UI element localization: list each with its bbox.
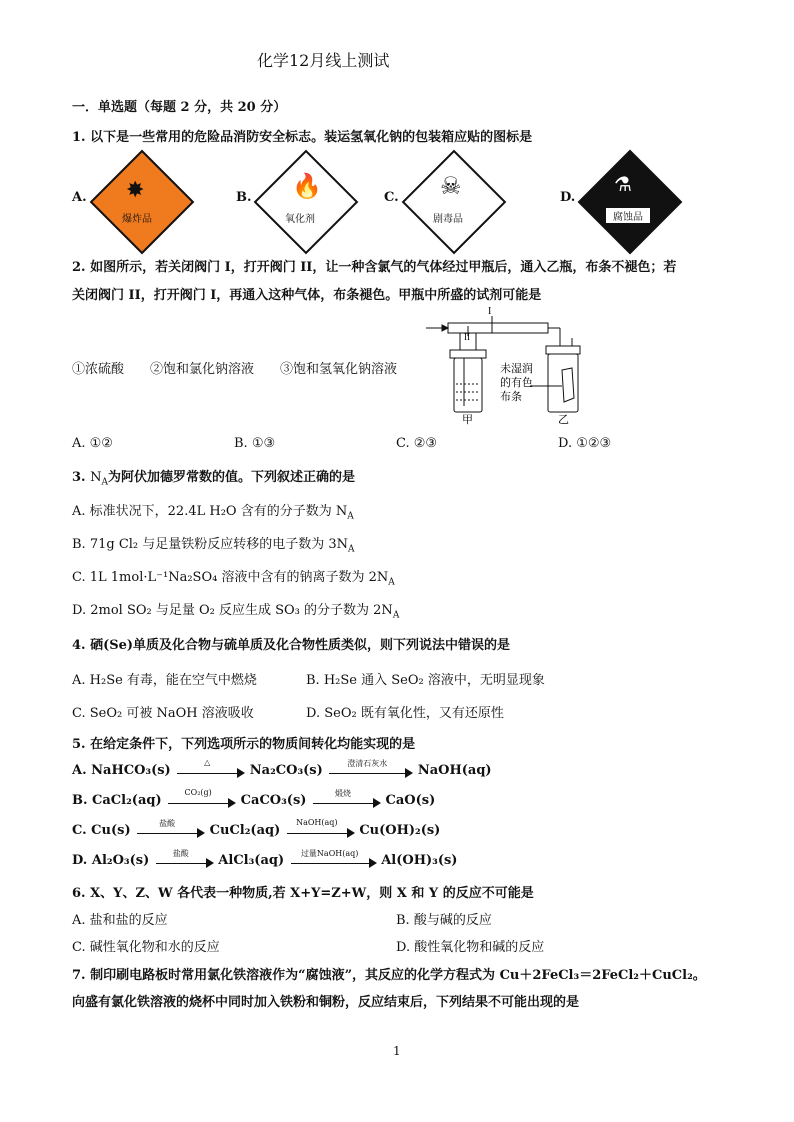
q2-option-c: C. ②③ [396,436,438,451]
q6-option-b: B. 酸与碱的反应 [396,913,492,928]
q3-option-d-sub: A [392,610,400,621]
q5-option-d [72,848,458,868]
reaction-arrow-icon [135,818,205,838]
q7-stem-line1: 7. 制印刷电路板时常用氯化铁溶液作为“腐蚀液”，其反应的化学方程式为 Cu＋2FeCl₃＝2FeCl₂＋CuCl₂。 [72,968,706,983]
q4-option-d: D. SeO₂ 既有氧化性，又有还原性 [306,706,504,721]
q3-option-a [72,500,354,522]
bottle-yi-label: 乙 [558,414,569,426]
q5-a-intermediate: Na₂CO₃(s) [249,763,323,778]
q2-option-d: D. ①②③ [558,436,612,451]
q1-option-d-label: D. [560,190,576,205]
q1-option-c-label: C. [384,190,399,205]
sign-text-toxic: 剧毒品 [433,214,463,225]
q3-option-b-text: B. 71g Cl₂ 与足量铁粉反应转移的电子数为 3N [72,537,349,552]
q5-a-condition2: 澄清石灰水 [347,758,388,768]
bottle-jia-label: 甲 [462,414,473,426]
q3-na-subscript: A [101,477,108,488]
q3-stem-text: 为阿伏加德罗常数的值。下列叙述正确的是 [107,470,355,485]
q3-stem-number: 3. [72,470,86,485]
q3-option-c-sub: A [388,577,395,588]
q5-a-condition1: △ [204,757,211,767]
section-heading: 一．单选题（每题 2 分，共 20 分） [72,100,287,115]
q3-stem [72,466,355,488]
q3-option-d [72,599,399,621]
q5-option-a [72,757,492,778]
q5-d-condition2: 过量NaOH(aq) [300,848,359,858]
q3-option-b-sub: A [348,544,355,555]
q1-sign-explosive [90,150,190,250]
q5-c-product: Cu(OH)₂(s) [359,823,441,838]
explosion-glyph-icon: ✸ [126,178,145,203]
q4-option-c: C. SeO₂ 可被 NaOH 溶液吸收 [72,706,254,721]
q5-c-condition2: NaOH(aq) [296,817,338,827]
q5-b-condition2: 煅烧 [334,788,351,798]
valve-ii-label: II [464,332,470,342]
sign-text-corrosive: 腐蚀品 [606,208,650,223]
strip-label-line3: 布条 [500,391,522,403]
q6-option-c: C. 碱性氧化物和水的反应 [72,940,220,955]
q5-b-product: CaO(s) [385,793,436,808]
q1-option-a-label: A. [72,190,87,205]
q3-na-symbol: N [90,470,102,485]
q7-stem-line2: 向盛有氯化铁溶液的烧杯中同时加入铁粉和铜粉，反应结束后，下列结果不可能出现的是 [72,995,580,1010]
strip-label-line1: 未湿润 [500,363,533,375]
q2-option-b: B. ①③ [234,436,276,451]
q5-d-intermediate: AlCl₃(aq) [218,853,285,868]
q5-b-reactant: B. CaCl₂(aq) [72,793,162,808]
corrosion-drops-icon: ⚗ [614,172,632,196]
q5-a-reactant: A. NaHCO₃(s) [72,763,171,778]
q1-sign-oxidizer [254,150,354,250]
q5-option-b [72,787,436,808]
sign-text-explosive: 爆炸品 [122,214,152,225]
reaction-arrow-icon [175,757,245,778]
oxidizer-sign-icon [254,150,359,255]
q1-stem: 1. 以下是一些常用的危险品消防安全标志。装运氢氧化钠的包装箱应贴的图标是 [72,130,533,145]
q3-option-d-text: D. 2mol SO₂ 与足量 O₂ 反应生成 SO₃ 的分子数为 2N [72,603,393,618]
q6-option-a: A. 盐和盐的反应 [72,913,168,928]
reaction-arrow-icon [311,788,381,808]
q2-stem-line2: 关闭阀门 II，打开阀门 I，再通入这种气体，布条褪色。甲瓶中所盛的试剂可能是 [72,288,542,303]
q6-stem: 6. X、Y、Z、W 各代表一种物质,若 X+Y=Z+W，则 X 和 Y 的反应不可能是 [72,886,534,901]
q5-c-intermediate: CuCl₂(aq) [209,823,281,838]
toxic-sign-icon [402,150,507,255]
q5-c-condition1: 盐酸 [159,818,176,828]
q1-sign-corrosive [578,150,678,250]
valve-i-label: I [488,306,492,317]
gas-bottles-apparatus-diagram [420,306,600,426]
reaction-arrow-icon [154,848,214,868]
flame-over-circle-icon: 🔥 [292,172,322,200]
sign-text-oxidizer: 氧化剂 [285,214,315,225]
reaction-arrow-icon [289,848,377,868]
q4-option-b: B. H₂Se 通入 SeO₂ 溶液中，无明显现象 [306,673,545,688]
q5-stem: 5. 在给定条件下，下列选项所示的物质间转化均能实现的是 [72,737,416,752]
q2-option-a: A. ①② [72,436,113,451]
skull-crossbones-icon: ☠ [440,172,462,200]
q3-option-a-text: A. 标准状况下，22.4L H₂O 含有的分子数为 N [72,504,348,519]
strip-label-line2: 的有色 [500,377,533,389]
corrosive-sign-icon [578,150,683,255]
q5-d-condition1: 盐酸 [172,848,189,858]
reaction-arrow-icon [166,787,236,808]
q5-b-intermediate: CaCO₃(s) [240,793,307,808]
q1-sign-toxic [402,150,502,250]
q5-d-product: Al(OH)₃(s) [381,853,458,868]
q4-stem: 4. 硒(Se)单质及化合物与硫单质及化合物性质类似，则下列说法中错误的是 [72,638,511,653]
q4-option-a: A. H₂Se 有毒，能在空气中燃烧 [72,673,257,688]
q3-option-b [72,533,355,555]
page-title: 化学12月线上测试 [257,51,390,70]
q3-option-c-text: C. 1L 1mol·L⁻¹Na₂SO₄ 溶液中含有的钠离子数为 2N [72,570,389,585]
q5-d-reactant: D. Al₂O₃(s) [72,853,150,868]
q3-option-c [72,566,395,588]
reaction-arrow-icon [285,817,355,838]
q2-stem-line1: 2. 如图所示，若关闭阀门 I，打开阀门 II，让一种含氯气的气体经过甲瓶后，通入乙瓶，布条不褪色；若 [72,260,677,275]
q5-option-c [72,817,441,838]
q6-option-d: D. 酸性氧化物和碱的反应 [396,940,545,955]
q5-b-condition1: CO₂(g) [184,787,212,797]
q5-c-reactant: C. Cu(s) [72,823,131,838]
q2-reagents: ①浓硫酸 ②饱和氯化钠溶液 ③饱和氢氧化钠溶液 [72,362,398,377]
page-number: 1 [393,1044,401,1058]
reaction-arrow-icon [327,758,413,778]
q3-option-a-sub: A [347,511,354,522]
q1-option-b-label: B. [236,190,252,205]
q5-a-product: NaOH(aq) [417,763,492,778]
